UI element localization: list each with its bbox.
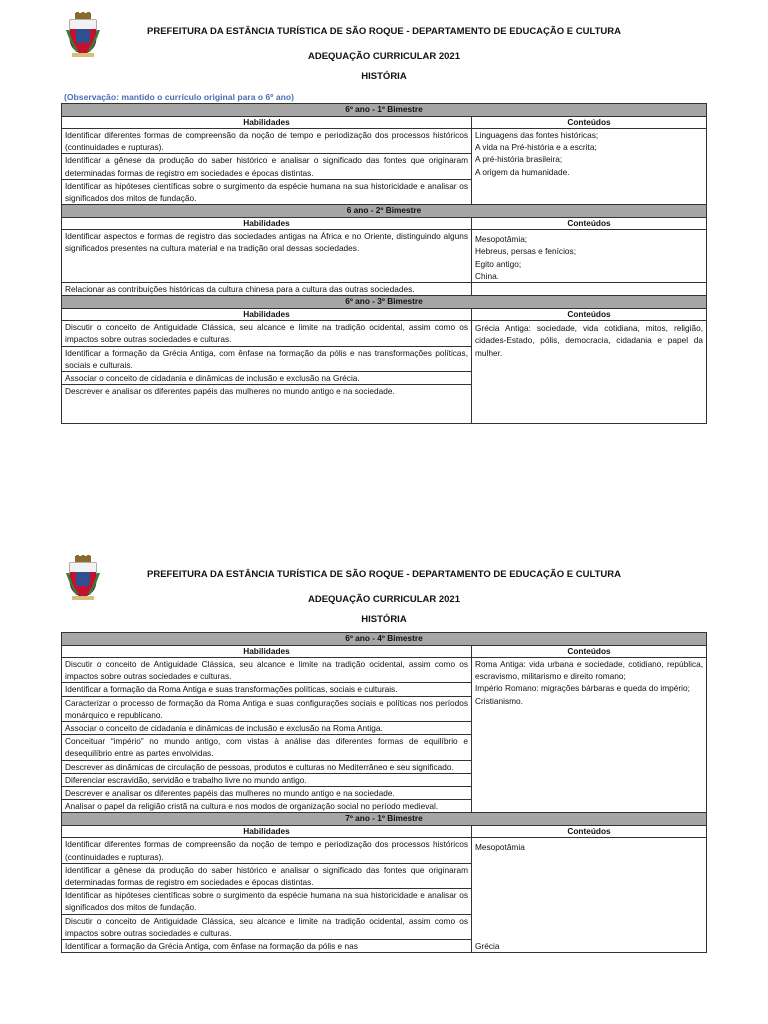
curriculum-table-page-1 — [61, 103, 707, 424]
skill-cell: Discutir o conceito de Antiguidade Clássica, seu alcance e limite na tradição ocidental, assim como os impactos sobre outras sociedades e culturas. — [62, 321, 472, 346]
skill-cell: Associar o conceito de cidadania e dinâmicas de inclusão e exclusão na Roma Antiga. — [62, 722, 472, 735]
skill-cell: Caracterizar o processo de formação da Roma Antiga e suas configurações sociais e políticas nos períodos monárquico e republicano. — [62, 696, 472, 721]
skill-cell: Conceituar “império” no mundo antigo, com vistas à análise das diferentes formas de equilíbrio e desequilíbrio entre as partes envolvidas. — [62, 735, 472, 760]
contents-cell — [472, 230, 707, 283]
skills-column-header: Habilidades — [62, 826, 472, 838]
content-item: Cristianismo. — [475, 695, 523, 706]
document-title: ADEQUAÇÃO CURRICULAR 2021 — [307, 594, 461, 605]
contents-cell — [472, 838, 707, 953]
skill-cell: Identificar a gênese da produção do saber histórico e analisar o significado das fontes que originaram determinadas formas de registro em sociedades e épocas distintas. — [62, 154, 472, 179]
contents-column-header: Conteúdos — [472, 309, 707, 321]
skill-cell: Diferenciar escravidão, servidão e trabalho livre no mundo antigo. — [62, 773, 472, 786]
skill-cell: Identificar a formação da Grécia Antiga, com ênfase na formação da pólis e nas — [62, 940, 472, 953]
skill-cell: Analisar o papel da religião cristã na cultura e nos modos de organização social no período medieval. — [62, 800, 472, 813]
skills-column-header: Habilidades — [62, 117, 472, 129]
content-item: Hebreus, persas e fenícios; — [475, 246, 576, 257]
skills-column-header: Habilidades — [62, 646, 472, 658]
content-item: A vida na Pré-história e a escrita; — [475, 142, 597, 153]
institution-header: PREFEITURA DA ESTÂNCIA TURÍSTICA DE SÃO ROQUE - DEPARTAMENTO DE EDUCAÇÃO E CULTURA — [147, 26, 621, 37]
skill-cell: Descrever e analisar os diferentes papéis das mulheres no mundo antigo e na sociedade. — [62, 787, 472, 800]
contents-cell — [472, 129, 707, 205]
skill-cell: Identificar as hipóteses científicas sobre o surgimento da espécie humana na sua historicidade e analisar os significados dos mitos de fundação. — [62, 179, 472, 204]
contents-column-header: Conteúdos — [472, 218, 707, 230]
content-item: A origem da humanidade. — [475, 166, 570, 177]
content-item: Mesopotâmia — [475, 842, 525, 853]
skill-cell: Identificar as hipóteses científicas sobre o surgimento da espécie humana na sua historicidade e analisar os significados dos mitos de fundação. — [62, 889, 472, 914]
skill-cell: Descrever as dinâmicas de circulação de pessoas, produtos e culturas no Mediterrâneo e seu significado. — [62, 760, 472, 773]
contents-column-header: Conteúdos — [472, 826, 707, 838]
skill-cell: Descrever e analisar os diferentes papéis das mulheres no mundo antigo e na sociedade. — [62, 385, 472, 424]
contents-cell: Grécia Antiga: sociedade, vida cotidiana, mitos, religião, cidades-Estado, pólis, democracia, cidadania e papel da mulher. — [472, 321, 707, 424]
document-title: ADEQUAÇÃO CURRICULAR 2021 — [307, 51, 461, 62]
skills-column-header: Habilidades — [62, 218, 472, 230]
skill-cell: Discutir o conceito de Antiguidade Clássica, seu alcance e limite na tradição ocidental, assim como os impactos sobre outras sociedades e culturas. — [62, 914, 472, 939]
content-item: Império Romano: migrações bárbaras e queda do império; — [475, 683, 690, 694]
subject-title: HISTÓRIA — [361, 71, 407, 82]
content-item: China. — [475, 270, 499, 281]
contents-column-header: Conteúdos — [472, 646, 707, 658]
section-title: 6º ano - 3º Bimestre — [62, 296, 707, 309]
skill-cell: Associar o conceito de cidadania e dinâmicas de inclusão e exclusão na Grécia. — [62, 372, 472, 385]
section-title: 6º ano - 1º Bimestre — [62, 104, 707, 117]
content-item: A pré-história brasileira; — [475, 154, 563, 165]
skill-cell: Identificar a gênese da produção do saber histórico e analisar o significado das fontes que originaram determinadas formas de registro em sociedades e épocas distintas. — [62, 863, 472, 888]
section-title: 6º ano - 4º Bimestre — [62, 633, 707, 646]
skills-column-header: Habilidades — [62, 309, 472, 321]
content-item: Egito antigo; — [475, 258, 522, 269]
section-title: 7º ano - 1º Bimestre — [62, 813, 707, 826]
skill-cell: Identificar diferentes formas de compreensão da noção de tempo e periodização dos processos históricos (continuidades e rupturas). — [62, 129, 472, 154]
observation-note: (Observação: mantido o currículo original para o 6º ano) — [64, 92, 294, 102]
contents-column-header: Conteúdos — [472, 117, 707, 129]
content-item: Roma Antiga: vida urbana e sociedade, cotidiano, república, escravismo, militarismo e direito romano; — [475, 659, 704, 682]
empty-cell — [472, 283, 707, 296]
content-item: Grécia — [475, 941, 500, 952]
content-item: Linguagens das fontes históricas; — [475, 130, 599, 140]
skill-cell: Relacionar as contribuições históricas da cultura chinesa para a cultura das outras sociedades. — [62, 283, 472, 296]
skill-cell: Identificar a formação da Grécia Antiga, com ênfase na formação da pólis e nas transformações políticas, sociais e culturais. — [62, 346, 472, 371]
skill-cell: Identificar diferentes formas de compreensão da noção de tempo e periodização dos processos históricos (continuidades e rupturas). — [62, 838, 472, 863]
content-item: Mesopotâmia; — [475, 234, 528, 245]
skill-cell: Discutir o conceito de Antiguidade Clássica, seu alcance e limite na tradição ocidental, assim como os impactos sobre outras sociedades e culturas. — [62, 658, 472, 683]
section-title: 6 ano - 2º Bimestre — [62, 205, 707, 218]
skill-cell: Identificar aspectos e formas de registro das sociedades antigas na África e no Oriente, distinguindo alguns significados presentes na cultura material e na tradição oral dessas sociedades. — [62, 230, 472, 283]
contents-cell — [472, 658, 707, 813]
subject-title: HISTÓRIA — [361, 614, 407, 625]
curriculum-table-page-2 — [61, 632, 707, 953]
skill-cell: Identificar a formação da Roma Antiga e suas transformações políticas, sociais e culturais. — [62, 683, 472, 696]
institution-header: PREFEITURA DA ESTÂNCIA TURÍSTICA DE SÃO ROQUE - DEPARTAMENTO DE EDUCAÇÃO E CULTURA — [147, 569, 621, 580]
